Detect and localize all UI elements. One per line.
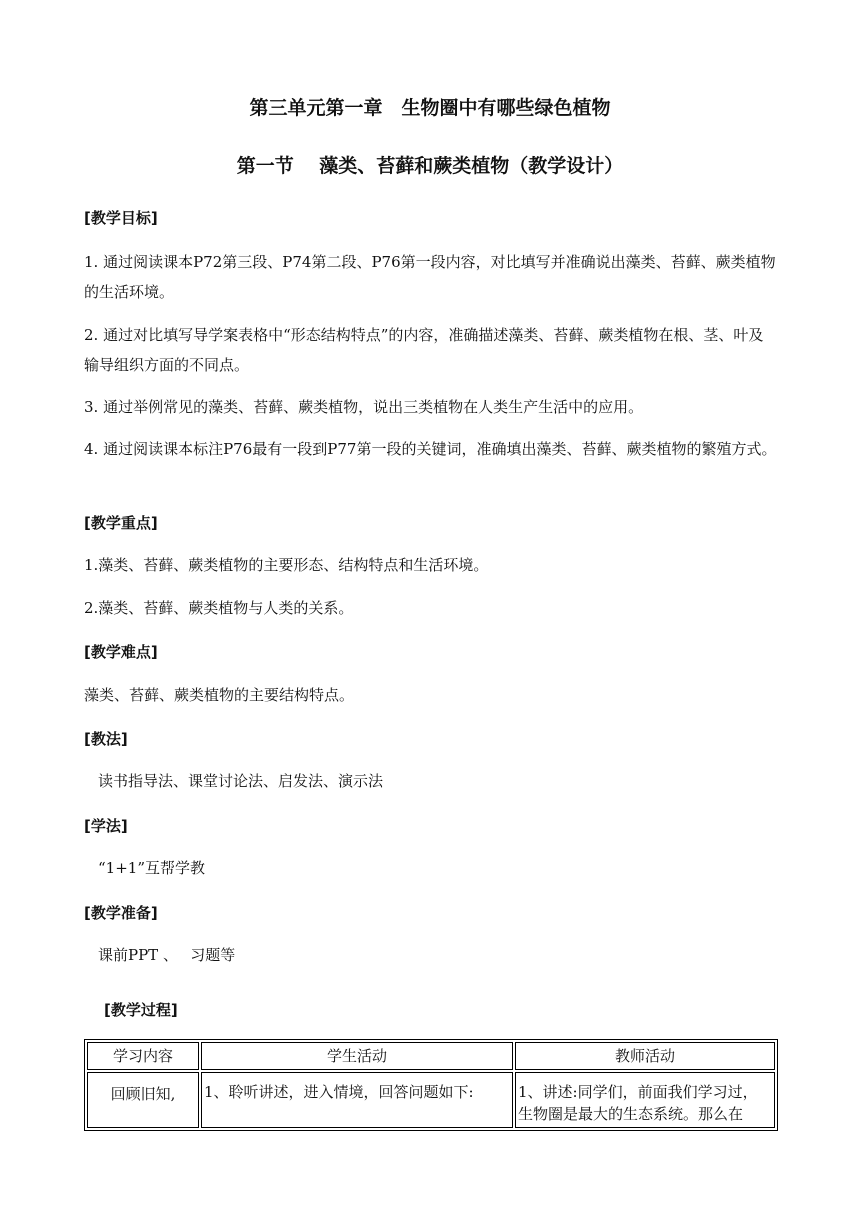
objective-item-3: 3. 通过举例常见的藻类、苔藓、蕨类植物，说出三类植物在人类生产生活中的应用。 [84,398,644,416]
column-header-content: 学习内容 [87,1042,199,1070]
table-header-row [87,1042,775,1070]
learning-text: “1+1”互帮学教 [98,859,205,877]
column-header-student: 学生活动 [201,1042,513,1070]
process-table [84,1039,778,1131]
cell-student: 1、聆听讲述，进入情境，回答问题如下: [201,1072,513,1128]
methods-text: 读书指导法、课堂讨论法、启发法、演示法 [98,772,384,790]
section-title: 第一节 藻类、苔藓和蕨类植物（教学设计） [236,155,624,177]
document-title: 第三单元第一章 生物圈中有哪些绿色植物 [249,97,611,119]
column-header-teacher: 教师活动 [515,1042,775,1070]
learning-heading: [学法] [84,817,128,835]
objective-item-2: 2. 通过对比填写导学案表格中“形态结构特点”的内容，准确描述藻类、苔藓、蕨类植物在根、茎、叶及输导组织方面的不同点。 [84,326,764,374]
preparation-text: 课前PPT 、 习题等 [98,946,236,964]
key-point-item-1: 1.藻类、苔藓、蕨类植物的主要形态、结构特点和生活环境。 [84,556,489,574]
objective-item-1: 1. 通过阅读课本P72第三段、P74第二段、P76第一段内容，对比填写并准确说出藻类、苔藓、蕨类植物的生活环境。 [84,253,776,301]
methods-heading: [教法] [84,730,128,748]
process-heading: [教学过程] [104,1001,178,1019]
key-point-item-2: 2.藻类、苔藓、蕨类植物与人类的关系。 [84,599,354,617]
table-row [87,1072,775,1128]
key-points-heading: [教学重点] [84,514,158,532]
objective-item-4: 4. 通过阅读课本标注P76最有一段到P77第一段的关键词，准确填出藻类、苔藓、蕨类植物的繁殖方式。 [84,440,777,458]
cell-content: 回顾旧知, [87,1072,199,1128]
preparation-heading: [教学准备] [84,904,158,922]
difficulties-heading: [教学难点] [84,643,158,661]
cell-teacher: 1、讲述:同学们，前面我们学习过，生物圈是最大的生态系统。那么在 [515,1072,775,1128]
objectives-heading: [教学目标] [84,209,158,227]
difficulties-text: 藻类、苔藓、蕨类植物的主要结构特点。 [84,686,355,704]
